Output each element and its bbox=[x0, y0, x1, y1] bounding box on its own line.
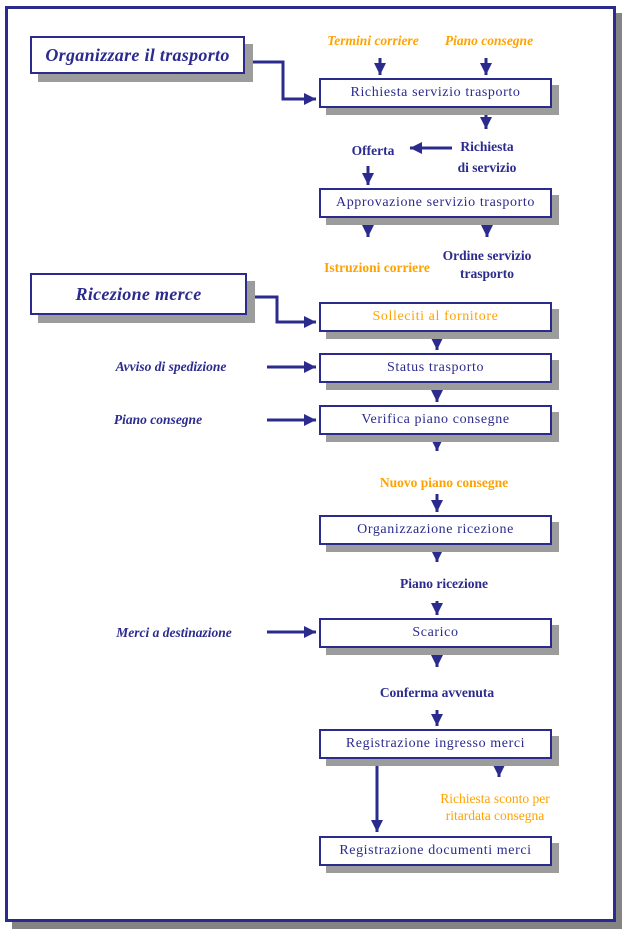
flow-box-approvazione-servizio-trasporto bbox=[319, 188, 552, 218]
label-termini-corriere: Termini corriere bbox=[327, 33, 419, 48]
label-richiesta-di-servizio: Richiesta di servizio bbox=[457, 139, 517, 175]
label-conferma-avvenuta: Conferma avvenuta bbox=[379, 685, 495, 700]
flow-box-label: Registrazione ingresso merci bbox=[345, 736, 526, 751]
flow-box-status-trasporto bbox=[319, 353, 552, 383]
flow-box-label: Approvazione servizio trasporto bbox=[336, 195, 535, 210]
flow-box-registrazione-documenti-merci bbox=[319, 836, 552, 866]
label-offerta: Offerta bbox=[351, 143, 395, 158]
label-richiesta-sconto: Richiesta sconto per ritardata consegna bbox=[440, 791, 550, 823]
flow-box-solleciti-al-fornitore bbox=[319, 302, 552, 332]
flow-box-label: Verifica piano consegne bbox=[361, 412, 510, 427]
flow-box-richiesta-servizio-trasporto bbox=[319, 78, 552, 108]
label-piano-consegne-top: Piano consegne bbox=[444, 33, 534, 48]
page-border bbox=[5, 6, 616, 922]
flow-box-scarico bbox=[319, 618, 552, 648]
flow-box-organizzazione-ricezione bbox=[319, 515, 552, 545]
flow-box-registrazione-ingresso-merci bbox=[319, 729, 552, 759]
section-header-label: Ricezione merce bbox=[75, 283, 202, 304]
section-header-label: Organizzare il trasporto bbox=[45, 44, 230, 65]
flow-box-verifica-piano-consegne bbox=[319, 405, 552, 435]
label-nuovo-piano-consegne: Nuovo piano consegne bbox=[379, 475, 509, 490]
label-ordine-servizio-trasporto: Ordine servizio trasporto bbox=[442, 248, 532, 281]
label-avviso-di-spedizione: Avviso di spedizione bbox=[115, 359, 227, 374]
flow-box-label: Scarico bbox=[412, 625, 459, 640]
flow-box-label: Solleciti al fornitore bbox=[372, 309, 499, 324]
flow-box-label: Status trasporto bbox=[386, 360, 485, 375]
label-merci-a-destinazione: Merci a destinazione bbox=[116, 625, 232, 640]
flow-box-label: Organizzazione ricezione bbox=[357, 522, 514, 537]
label-piano-consegne-left: Piano consegne bbox=[113, 412, 203, 427]
flow-box-label: Registrazione documenti merci bbox=[339, 843, 532, 858]
section-header-ricezione-merce bbox=[30, 273, 247, 315]
section-header-organizzare-il-trasporto bbox=[30, 36, 245, 74]
label-piano-ricezione: Piano ricezione bbox=[399, 576, 489, 591]
flow-box-label: Richiesta servizio trasporto bbox=[350, 85, 521, 100]
label-istruzioni-corriere: Istruzioni corriere bbox=[324, 260, 430, 275]
